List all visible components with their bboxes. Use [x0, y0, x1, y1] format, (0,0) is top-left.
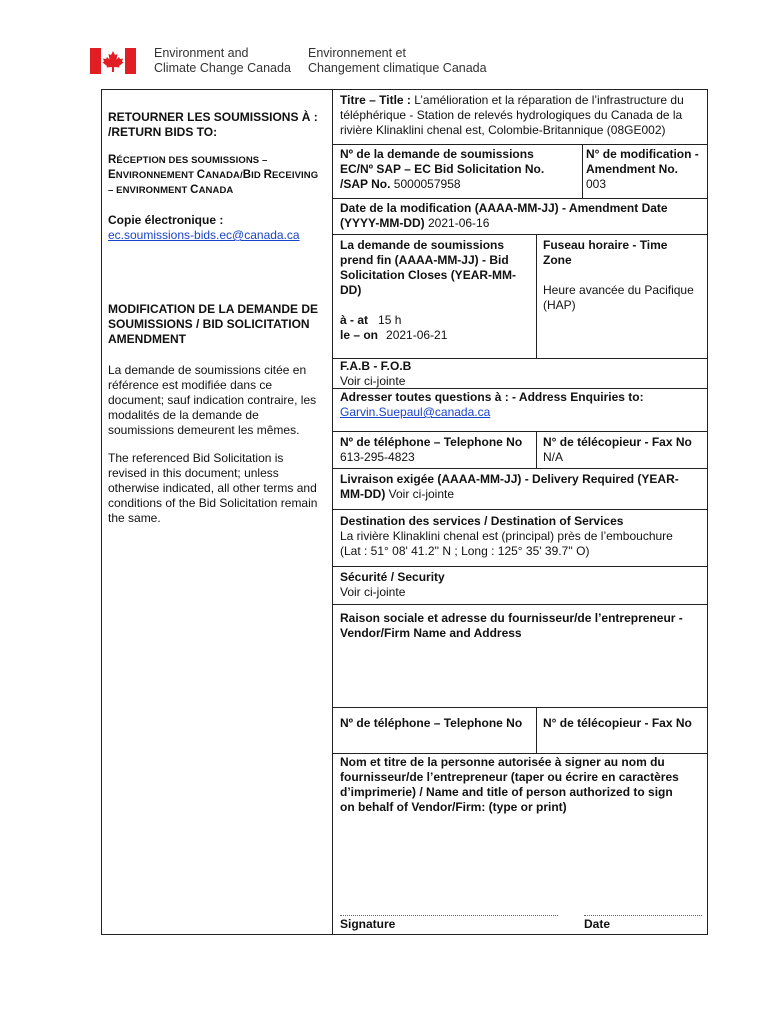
- amendment-heading: MODIFICATION DE LA DEMANDE DE SOUMISSIONS / BID SOLICITATION AMENDMENT: [108, 302, 318, 346]
- date-label: Date: [584, 917, 611, 931]
- cell-divider: [536, 234, 537, 358]
- enquiries-field: Adresser toutes questions à : - Address Enquiries to: Garvin.Suepaul@canada.ca: [340, 390, 704, 420]
- signature-label: Signature: [340, 917, 396, 931]
- cell-divider: [582, 144, 583, 198]
- row-divider: [332, 509, 708, 510]
- vendor-fax-field: N° de télécopieur - Fax No: [543, 716, 692, 730]
- bid-receiving-address: RÉCEPTION DES SOUMISSIONS – ENVIRONNEMENT CANADA/BID RECEIVING – ENVIRONMENT CANADA: [108, 154, 319, 196]
- phone-field: Nº de téléphone – Telephone No 613-295-4823: [340, 435, 523, 464]
- canada-flag-icon: [90, 48, 136, 74]
- time-zone-field: Fuseau horaire - Time Zone Heure avancée du Pacifique (HAP): [543, 238, 694, 312]
- row-divider: [332, 198, 708, 199]
- date-line: [584, 915, 702, 916]
- electronic-copy-email-link[interactable]: ec.soumissions-bids.ec@canada.ca: [108, 228, 300, 242]
- department-name-en: Environment and Climate Change Canada: [154, 46, 291, 75]
- authorized-person-field: Nom et titre de la personne autorisée à signer au nom du fournisseur/de l’entrepreneur (taper ou écrire en caractères d’imprimerie) / Name and title of person authorized to sign on behalf of Vendor/Firm: (type or print): [340, 755, 679, 814]
- department-header: [90, 44, 530, 80]
- electronic-copy: [108, 213, 330, 243]
- fob-field: F.A.B - F.O.B Voir ci-jointe: [340, 359, 412, 388]
- vendor-phone-field: Nº de téléphone – Telephone No: [340, 716, 523, 730]
- english-notice: The referenced Bid Solicitation is revised in this document; unless otherwise indicated, all other terms and conditions of the Bid Solicitation remain the same.: [108, 451, 318, 525]
- cell-divider: [536, 431, 537, 468]
- vendor-name-field: Raison sociale et adresse du fournisseur/de l’entrepreneur - Vendor/Firm Name and Address: [340, 611, 683, 640]
- solicitation-number-field: Nº de la demande de soumissions EC/Nº SAP – EC Bid Solicitation No. /SAP No. 5000057958: [340, 147, 545, 191]
- row-divider: [332, 388, 708, 389]
- enquiries-email-link[interactable]: Garvin.Suepaul@canada.ca: [340, 405, 491, 419]
- closing-time-field: à - at 15 h le – on 2021-06-21: [340, 313, 448, 342]
- signature-line: [340, 915, 558, 916]
- closing-date-field: La demande de soumissions prend fin (AAAA-MM-JJ) - Bid Solicitation Closes (YEAR-MM- DD): [340, 238, 517, 297]
- row-divider: [332, 707, 708, 708]
- electronic-copy-label: Copie électronique :: [108, 213, 224, 227]
- return-bids-heading: RETOURNER LES SOUMISSIONS À : /RETURN BIDS TO:: [108, 110, 318, 139]
- amendment-number-field: N° de modification - Amendment No. 003: [586, 147, 699, 191]
- row-divider: [332, 431, 708, 432]
- row-divider: [332, 566, 708, 567]
- cell-divider: [536, 707, 537, 753]
- row-divider: [332, 144, 708, 145]
- french-notice: La demande de soumissions citée en référence est modifiée dans ce document; sauf indication contraire, les modalités de la demande de soumissions demeurent les mêmes.: [108, 363, 317, 437]
- amendment-date-field: Date de la modification (AAAA-MM-JJ) - Amendment Date (YYYY-MM-DD) 2021-06-16: [340, 201, 668, 230]
- fax-field: N° de télécopieur - Fax No N/A: [543, 435, 692, 464]
- delivery-field: Livraison exigée (AAAA-MM-JJ) - Delivery Required (YEAR- MM-DD) Voir ci-jointe: [340, 472, 679, 501]
- destination-field: Destination des services / Destination of Services La rivière Klinaklini chenal est (principal) près de l’embouchure (Lat : 51° 08' 41.2'' N ; Long : 125° 35' 39.7'' O): [340, 514, 673, 558]
- security-field: Sécurité / Security Voir ci-jointe: [340, 570, 445, 599]
- title-field: Titre – Title : L’amélioration et la réparation de l’infrastructure du téléphérique - Station de relevés hydrologiques du Canada de la rivière Klinaklini chenal est, Colombie-Britannique (08GE002): [340, 93, 684, 137]
- row-divider: [332, 753, 708, 754]
- row-divider: [332, 604, 708, 605]
- row-divider: [332, 234, 708, 235]
- row-divider: [332, 468, 708, 469]
- department-name-fr: Environnement et Changement climatique Canada: [308, 46, 487, 75]
